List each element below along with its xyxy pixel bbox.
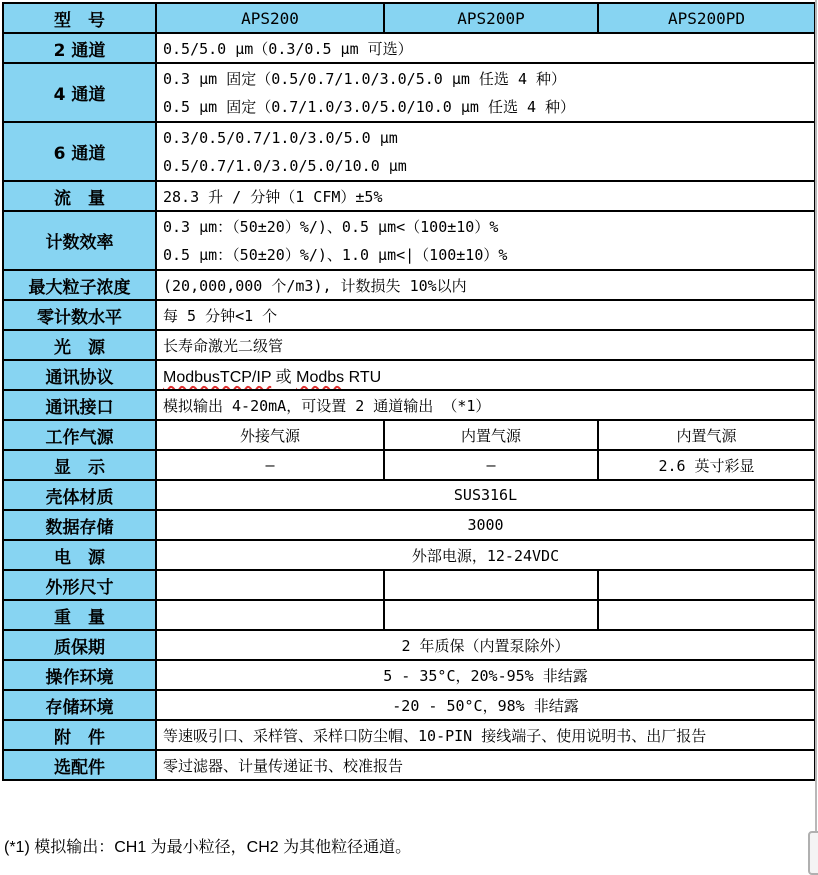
row-label-zero-count: 零计数水平 (3, 300, 156, 330)
value-accessories: 等速吸引口、采样管、采样口防尘帽、10-PIN 接线端子、使用说明书、出厂报告 (156, 720, 815, 750)
value-count-efficiency (156, 211, 815, 270)
value-data-storage: 3000 (156, 510, 815, 540)
protocol-or: 或 (271, 368, 297, 386)
table-row (3, 690, 815, 720)
protocol-rtu: RTU (344, 368, 382, 386)
row-label-weight: 重 量 (3, 600, 156, 630)
row-label-interface: 通讯接口 (3, 390, 156, 420)
row-label-warranty: 质保期 (3, 630, 156, 660)
table-row (3, 570, 815, 600)
table-row (3, 63, 815, 122)
weight-aps200p (384, 600, 598, 630)
row-label-housing-material: 壳体材质 (3, 480, 156, 510)
table-row (3, 600, 815, 630)
value-power: 外部电源，12-24VDC (156, 540, 815, 570)
table-row (3, 211, 815, 270)
table-row (3, 420, 815, 450)
table-row (3, 510, 815, 540)
row-label-display: 显 示 (3, 450, 156, 480)
value-count-efficiency-line2: 0.5 μm：（50±20）%/)、1.0 μm<|（100±10）% (163, 245, 508, 264)
table-row (3, 720, 815, 750)
row-label-dimensions: 外形尺寸 (3, 570, 156, 600)
value-2ch: 0.5/5.0 μm（0.3/0.5 μm 可选） (156, 33, 815, 63)
display-aps200: – (156, 450, 384, 480)
value-operating-env: 5 - 35°C，20%-95% 非结露 (156, 660, 815, 690)
protocol-modbustcp: ModbusTCP/IP (163, 368, 272, 386)
display-aps200pd: 2.6 英寸彩显 (598, 450, 815, 480)
row-label-power: 电 源 (3, 540, 156, 570)
table-row (3, 450, 815, 480)
table-row (3, 750, 815, 780)
value-4ch-line1: 0.3 μm 固定（0.5/0.7/1.0/3.0/5.0 μm 任选 4 种） (163, 69, 567, 88)
row-label-flow: 流 量 (3, 181, 156, 211)
value-interface: 模拟输出 4-20mA，可设置 2 通道输出 （*1） (156, 390, 815, 420)
protocol-modbs: Modbs (296, 368, 345, 386)
model-aps200: APS200 (156, 3, 384, 33)
spec-table (2, 2, 816, 781)
table-row (3, 660, 815, 690)
row-label-options: 选配件 (3, 750, 156, 780)
value-zero-count: 每 5 分钟<1 个 (156, 300, 815, 330)
table-row (3, 181, 815, 211)
table-header-row (3, 3, 815, 33)
value-6ch (156, 122, 815, 181)
value-light-source: 长寿命激光二级管 (156, 330, 815, 360)
display-aps200p: – (384, 450, 598, 480)
row-label-protocol: 通讯协议 (3, 360, 156, 390)
table-row (3, 540, 815, 570)
window-edge-line (815, 0, 817, 865)
row-label-accessories: 附 件 (3, 720, 156, 750)
weight-aps200 (156, 600, 384, 630)
value-6ch-line1: 0.3/0.5/0.7/1.0/3.0/5.0 μm (163, 128, 398, 147)
gas-supply-aps200: 外接气源 (156, 420, 384, 450)
table-row (3, 630, 815, 660)
value-storage-env: -20 - 50°C，98% 非结露 (156, 690, 815, 720)
value-6ch-line2: 0.5/0.7/1.0/3.0/5.0/10.0 μm (163, 156, 407, 175)
row-label-2ch: 2 通道 (3, 33, 156, 63)
value-housing-material: SUS316L (156, 480, 815, 510)
value-4ch (156, 63, 815, 122)
value-flow: 28.3 升 / 分钟（1 CFM）±5% (156, 181, 815, 211)
table-row (3, 480, 815, 510)
row-label-count-efficiency: 计数效率 (3, 211, 156, 270)
row-label-storage-env: 存储环境 (3, 690, 156, 720)
value-4ch-line2: 0.5 μm 固定（0.7/1.0/3.0/5.0/10.0 μm 任选 4 种） (163, 97, 576, 116)
row-label-6ch: 6 通道 (3, 122, 156, 181)
scrollbar-fragment[interactable] (808, 831, 818, 875)
value-protocol (156, 360, 815, 390)
gas-supply-aps200p: 内置气源 (384, 420, 598, 450)
table-row (3, 122, 815, 181)
table-row (3, 270, 815, 300)
row-label-data-storage: 数据存储 (3, 510, 156, 540)
model-aps200pd: APS200PD (598, 3, 815, 33)
header-label-model: 型 号 (3, 3, 156, 33)
row-label-light-source: 光 源 (3, 330, 156, 360)
dimensions-aps200p (384, 570, 598, 600)
model-aps200p: APS200P (384, 3, 598, 33)
value-warranty: 2 年质保（内置泵除外） (156, 630, 815, 660)
dimensions-aps200 (156, 570, 384, 600)
table-row (3, 300, 815, 330)
weight-aps200pd (598, 600, 815, 630)
value-options: 零过滤器、计量传递证书、校准报告 (156, 750, 815, 780)
footnote-analog-output: (*1) 模拟输出：CH1 为最小粒径，CH2 为其他粒径通道。 (4, 839, 412, 856)
dimensions-aps200pd (598, 570, 815, 600)
table-row (3, 33, 815, 63)
row-label-operating-env: 操作环境 (3, 660, 156, 690)
table-row (3, 390, 815, 420)
gas-supply-aps200pd: 内置气源 (598, 420, 815, 450)
value-count-efficiency-line1: 0.3 μm：（50±20）%/)、0.5 μm<（100±10）% (163, 217, 499, 236)
row-label-gas-supply: 工作气源 (3, 420, 156, 450)
table-row (3, 330, 815, 360)
value-max-concentration: (20,000,000 个/m3), 计数损失 10%以内 (156, 270, 815, 300)
row-label-4ch: 4 通道 (3, 63, 156, 122)
table-row (3, 360, 815, 390)
row-label-max-concentration: 最大粒子浓度 (3, 270, 156, 300)
